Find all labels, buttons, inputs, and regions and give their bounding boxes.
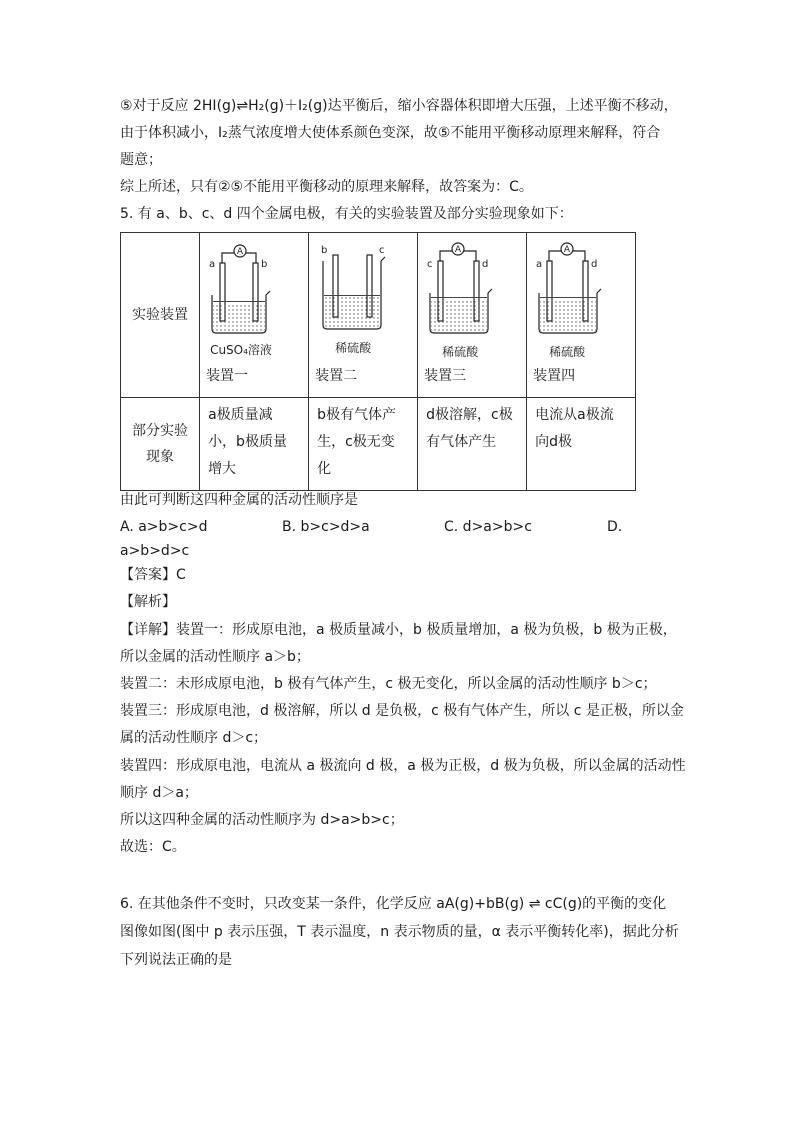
option-c: C. d>a>b>c xyxy=(444,519,532,535)
observation-text: b极有气体产 xyxy=(317,407,396,423)
experiment-table xyxy=(120,232,636,491)
observation-text: d极溶解，c极 xyxy=(426,407,513,423)
text-line: ⑤对于反应 2HI(g)⇌H₂(g)＋I₂(g)达平衡后，缩小容器体积即增大压强，上述平衡不移动， xyxy=(120,98,678,114)
observation-text: 小，b极质量 xyxy=(208,434,287,450)
observation-text: a极质量减 xyxy=(208,407,273,423)
detail-line: 所以这四种金属的活动性顺序为 d>a>b>c； xyxy=(120,812,404,828)
observation-text: 有气体产生 xyxy=(426,434,497,450)
text-line: 由于体积减小，I₂蒸气浓度增大使体系颜色变深，故⑤不能用平衡移动原理来解释，符合 xyxy=(120,125,661,141)
row-header-observation xyxy=(121,398,200,491)
detail-line: 属的活动性顺序 d＞c； xyxy=(120,730,268,746)
observation-cell xyxy=(200,398,309,491)
detail-line: 装置二：未形成原电池，b 极有气体产生，c 极无变化，所以金属的活动性顺序 b＞c； xyxy=(120,676,657,692)
svg-text:b: b xyxy=(321,245,328,256)
solution-label: 稀硫酸 xyxy=(335,341,372,355)
svg-text:c: c xyxy=(379,245,385,256)
answer-line: 【答案】C xyxy=(120,567,186,583)
detail-line: 顺序 d＞a； xyxy=(120,785,198,801)
row-header-label: 现象 xyxy=(146,449,175,465)
svg-text:d: d xyxy=(591,259,598,270)
svg-text:d: d xyxy=(482,259,489,270)
solution-label: 稀硫酸 xyxy=(549,345,586,359)
observation-cell xyxy=(527,398,636,491)
text-line: 题意； xyxy=(120,152,162,168)
apparatus-cell xyxy=(309,233,418,398)
question-6-line: 图像如图(图中 p 表示压强，T 表示温度，n 表示物质的量，α 表示平衡转化率)，据此分析 xyxy=(120,924,679,940)
apparatus-name: 装置三 xyxy=(424,368,467,384)
observation-cell xyxy=(418,398,527,491)
svg-text:A: A xyxy=(236,247,244,257)
option-d: D. xyxy=(607,519,623,535)
option-d-continued: a>b>d>c xyxy=(120,543,190,559)
option-a: A. a>b>c>d xyxy=(120,519,208,535)
solution-label: 稀硫酸 xyxy=(442,345,479,359)
apparatus-name: 装置一 xyxy=(206,368,249,384)
observation-text: 电流从a极流 xyxy=(535,407,614,423)
observation-cell xyxy=(309,398,418,491)
apparatus-name: 装置二 xyxy=(315,368,358,384)
svg-text:a: a xyxy=(536,259,543,270)
text-line: 综上所述，只有②⑤不能用平衡移动的原理来解释，故答案为：C。 xyxy=(120,179,533,195)
apparatus-name: 装置四 xyxy=(533,368,576,384)
option-b: B. b>c>d>a xyxy=(282,519,370,535)
analysis-title: 【解析】 xyxy=(120,594,176,610)
observation-text: 化 xyxy=(317,461,332,477)
row-header-label: 部分实验 xyxy=(132,423,189,439)
detail-line: 【详解】装置一：形成原电池，a 极质量减小，b 极质量增加，a 极为负极，b 极为正极， xyxy=(120,622,677,638)
detail-line: 装置三：形成原电池，d 极溶解，所以 d 是负极，c 极有气体产生，所以 c 是正极，所以金 xyxy=(120,703,684,719)
question-6-line: 下列说法正确的是 xyxy=(120,952,232,968)
svg-text:c: c xyxy=(427,259,433,270)
solution-label: CuSO₄溶液 xyxy=(210,343,272,357)
svg-text:a: a xyxy=(209,259,216,270)
question-5-conclusion: 由此可判断这四种金属的活动性顺序是 xyxy=(120,492,358,508)
apparatus-cell xyxy=(200,233,309,398)
svg-text:A: A xyxy=(455,245,462,255)
detail-line: 所以金属的活动性顺序 a＞b； xyxy=(120,649,310,665)
apparatus-cell xyxy=(418,233,527,398)
observation-text: 增大 xyxy=(208,461,237,477)
apparatus-cell xyxy=(527,233,636,398)
detail-line: 装置四：形成原电池，电流从 a 极流向 d 极，a 极为正极，d 极为负极，所以金属的活动性 xyxy=(120,758,686,774)
question-6-line: 6. 在其他条件不变时，只改变某一条件，化学反应 aA(g)+bB(g) ⇌ cC(g)的平衡的变化 xyxy=(120,896,667,912)
row-header-apparatus xyxy=(121,233,200,398)
svg-text:b: b xyxy=(261,259,268,270)
observation-text: 向d极 xyxy=(535,434,573,450)
observation-text: 生，c极无变 xyxy=(317,434,395,450)
detail-line: 故选：C。 xyxy=(120,839,186,855)
svg-text:A: A xyxy=(564,245,571,255)
row-header-label: 实验装置 xyxy=(132,307,189,323)
question-5-stem: 5. 有 a、b、c、d 四个金属电极，有关的实验装置及部分实验现象如下： xyxy=(120,206,573,222)
